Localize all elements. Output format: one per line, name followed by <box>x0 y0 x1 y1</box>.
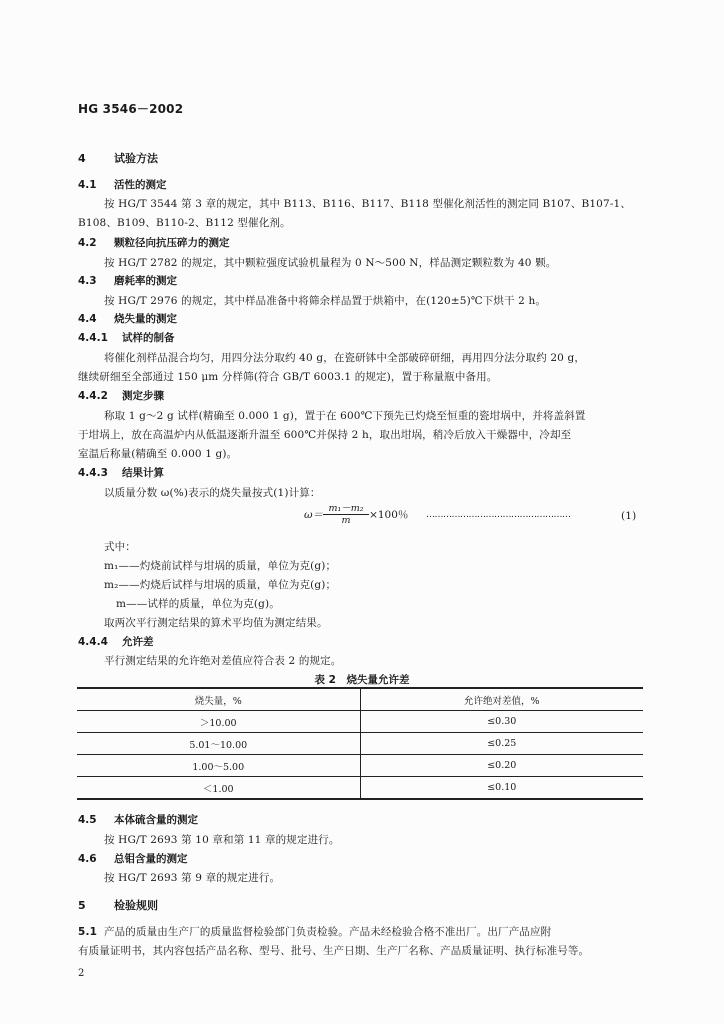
table-row <box>77 755 643 777</box>
section-title: 本体硫含量的测定 <box>114 814 198 826</box>
section-4-2-heading <box>78 235 230 250</box>
table-cell: 5.01～10.00 <box>77 733 360 755</box>
table-cell: ≤0.10 <box>360 777 643 800</box>
table-row <box>77 777 643 800</box>
table-cell: ≤0.20 <box>360 755 643 777</box>
section-4-1-heading <box>78 177 167 192</box>
equation-numerator: m₁－m₂ <box>328 503 364 514</box>
section-title: 烧失量的测定 <box>114 313 177 325</box>
section-number: 4.5 <box>78 814 97 826</box>
equation-1 <box>304 503 408 526</box>
paragraph-line: 继续研细至全部通过 150 μm 分样筛(符合 GB/T 6003.1 的规定)，置于称量瓶中备用。 <box>78 371 498 383</box>
variable-definition: m₁——灼烧前试样与坩埚的质量，单位为克(g)； <box>104 560 337 572</box>
variable-definition: m₂——灼烧后试样与坩埚的质量，单位为克(g)； <box>104 579 337 591</box>
section-4-4-4-heading <box>78 634 154 649</box>
section-number: 4 <box>78 152 86 165</box>
section-title: 活性的测定 <box>114 179 167 191</box>
section-title: 试验方法 <box>114 152 158 165</box>
section-number: 4.6 <box>78 853 97 865</box>
paragraph-line: B108、B109、B110-2、B112 型催化剂。 <box>78 217 291 229</box>
section-4-6-heading <box>78 851 188 866</box>
paragraph-line: 按 HG/T 2782 的规定，其中颗粒强度试验机量程为 0 N～500 N，样品测定颗粒数为 40 颗。 <box>104 257 557 269</box>
variable-definition: m——试样的质量，单位为克(g)。 <box>116 598 280 610</box>
page-number: 2 <box>78 968 85 979</box>
table-row <box>77 711 643 733</box>
paragraph-line: 室温后称量(精确至 0.000 1 g)。 <box>78 448 238 460</box>
table-cell: ＞10.00 <box>77 711 360 733</box>
section-number: 4.1 <box>78 179 97 191</box>
paragraph-line: 将催化剂样品混合均匀，用四分法分取约 40 g，在瓷研钵中全部破碎研细，再用四分法分取约 20 g， <box>104 352 586 364</box>
section-number: 5 <box>78 899 86 912</box>
table-cell: ≤0.30 <box>360 711 643 733</box>
section-title: 颗粒径向抗压碎力的测定 <box>114 237 230 249</box>
section-number: 4.3 <box>78 275 97 287</box>
section-number: 4.4.1 <box>78 332 108 344</box>
equation-denominator: m <box>341 515 351 526</box>
column-header: 允许绝对差值，% <box>360 688 643 711</box>
paragraph-line: 取两次平行测定结果的算术平均值为测定结果。 <box>104 617 328 629</box>
section-title: 检验规则 <box>114 899 158 912</box>
section-4-4-1-heading <box>78 330 175 345</box>
equation-number: (1) <box>621 510 637 522</box>
paragraph-line: 按 HG/T 2693 第 9 章的规定进行。 <box>104 872 281 884</box>
section-title: 磨耗率的测定 <box>114 275 177 287</box>
equation-lhs: ω＝ <box>304 509 324 521</box>
section-5-1-line <box>78 924 551 939</box>
paragraph-text: 产品的质量由生产厂的质量监督检验部门负责检验。产品未经检验合格不准出厂。出厂产品应附 <box>104 926 552 938</box>
section-4-4-3-heading <box>78 465 164 480</box>
section-number: 4.4.3 <box>78 467 108 479</box>
equation-leader: …………………………………………… <box>426 510 571 520</box>
table-header-row <box>77 688 643 711</box>
where-label: 式中： <box>104 541 136 553</box>
section-number: 4.4.2 <box>78 390 108 402</box>
paragraph-line: 按 HG/T 2693 第 10 章和第 11 章的规定进行。 <box>104 834 340 846</box>
section-title: 允许差 <box>122 636 154 648</box>
loss-on-ignition-tolerance-table <box>77 687 643 800</box>
paragraph-line: 以质量分数 ω(%)表示的烧失量按式(1)计算： <box>104 487 321 499</box>
section-number: 5.1 <box>78 926 98 938</box>
section-number: 4.4.4 <box>78 636 108 648</box>
section-title: 总钼含量的测定 <box>114 853 188 865</box>
section-title: 测定步骤 <box>122 390 164 402</box>
paragraph-line: 称取 1 g～2 g 试样(精确至 0.000 1 g)，置于在 600℃下预先已灼烧至恒重的瓷坩埚中，并将盖斜置 <box>104 410 586 422</box>
section-4-3-heading <box>78 273 177 288</box>
equation-rhs: ×100％ <box>369 509 409 521</box>
section-4-4-2-heading <box>78 388 164 403</box>
table-cell: ≤0.25 <box>360 733 643 755</box>
paragraph-line: 有质量证明书，其内容包括产品名称、型号、批号、生产日期、生产厂名称、产品质量证明、执行标准号等。 <box>78 945 590 957</box>
column-header: 烧失量，% <box>77 688 360 711</box>
paragraph-line: 按 HG/T 2976 的规定，其中样品准备中将筛余样品置于烘箱中，在(120±5)℃下烘干 2 h。 <box>104 295 547 307</box>
equation-fraction <box>323 503 369 526</box>
section-4-4-heading <box>78 311 177 326</box>
section-5-heading <box>78 897 158 913</box>
table-row <box>77 733 643 755</box>
paragraph-line: 平行测定结果的允许绝对差值应符合表 2 的规定。 <box>104 655 342 667</box>
paragraph-line: 按 HG/T 3544 第 3 章的规定，其中 B113、B116、B117、B118 型催化剂活性的测定同 B107、B107-1、 <box>104 198 632 210</box>
standard-code: HG 3546－2002 <box>78 102 184 116</box>
section-title: 结果计算 <box>122 467 164 479</box>
section-number: 4.4 <box>78 313 97 325</box>
table-cell: ＜1.00 <box>77 777 360 800</box>
section-4-5-heading <box>78 812 198 827</box>
paragraph-line: 于坩埚上，放在高温炉内从低温逐渐升温至 600℃并保持 2 h，取出坩埚，稍冷后放入干燥器中，冷却至 <box>78 429 572 441</box>
section-4-heading <box>78 150 158 166</box>
table-cell: 1.00～5.00 <box>77 755 360 777</box>
section-number: 4.2 <box>78 237 97 249</box>
section-title: 试样的制备 <box>122 332 175 344</box>
table-caption: 表 2 烧失量允许差 <box>314 674 410 686</box>
